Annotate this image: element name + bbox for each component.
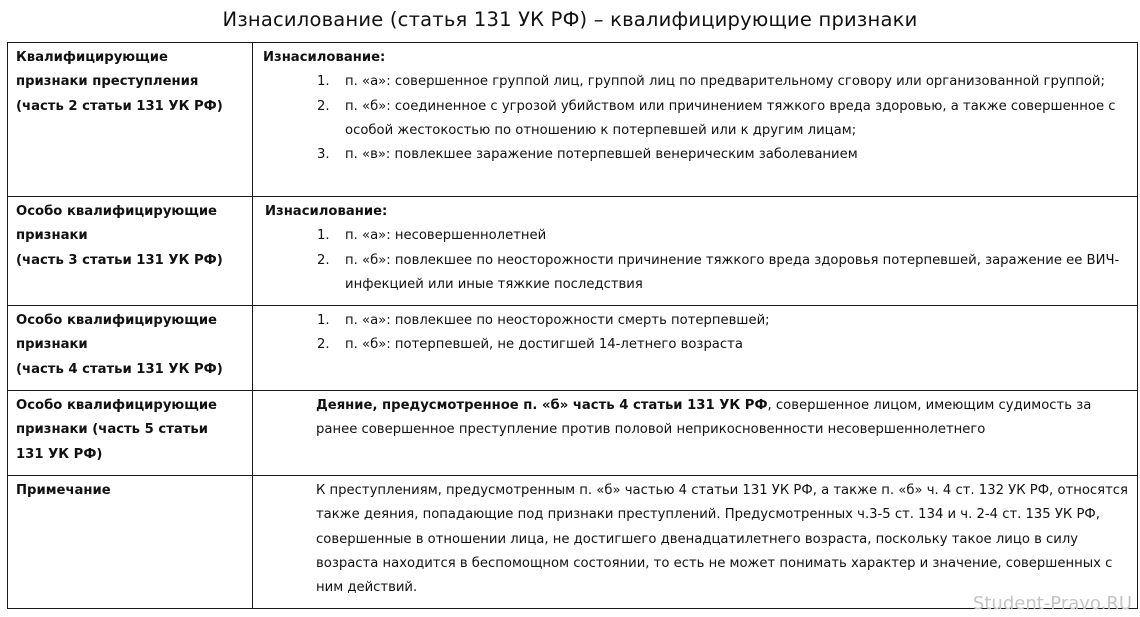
list-item-text: п. «а»: совершенное группой лиц, группой лиц по предварительному сговору или организованной группой; — [345, 74, 1105, 90]
row-content — [253, 476, 1138, 609]
list-item-text: п. «б»: повлекшее по неосторожности причинение тяжкого вреда здоровья потерпевшей, заражение ее ВИЧ-инфекцией или иные тяжкие последствия — [345, 252, 1120, 292]
bold-lead-text: Деяние, предусмотренное п. «б» часть 4 статьи 131 УК РФ — [316, 398, 768, 413]
list-item-number: 1. — [317, 74, 330, 90]
row-intro: Изнасилование: — [265, 204, 388, 219]
list-item — [261, 333, 1131, 357]
row-label-line: (часть 2 статьи 131 УК РФ) — [16, 98, 223, 114]
list-item — [261, 95, 1131, 144]
row-label-line: признаки (часть 5 статьи — [16, 422, 208, 438]
row-content — [253, 43, 1138, 197]
list-item-number: 1. — [317, 313, 330, 328]
qualifying-features-table — [7, 42, 1138, 609]
paragraph — [261, 394, 1131, 443]
list-item-number: 1. — [317, 228, 330, 244]
list-item-number: 2. — [317, 337, 330, 353]
list-item — [261, 249, 1131, 298]
paragraph-text: К преступлениям, предусмотренным п. «б» частью 4 статьи 131 УК РФ, а также п. «б» ч. 4 ст. 132 УК РФ, относятся также деяния, попадающие под признаки преступлений. Предусмотренных ч.3-5 ст. 134 и ч. 2-4 ст. 135 УК РФ, совершенные в отношении лица, не достигшего двенадцатилетнего возраста, поскольку такое лицо в силу возраста находится в беспомощном состоянии, то есть не может понимать характер и значение, совершенных с ним действий. — [316, 483, 1128, 596]
row-label-line: Особо квалифицирующие — [16, 204, 217, 219]
row-label — [8, 43, 253, 197]
list-item — [261, 309, 1131, 333]
list-item-text: п. «а»: несовершеннолетней — [345, 228, 547, 244]
row-label — [8, 476, 253, 609]
list-item-text: п. «б»: соединенное с угрозой убийством или причинением тяжкого вреда здоровью, а также совершенное с особой жестокостью по отношению к потерпевшей или к другим лицам; — [345, 98, 1116, 138]
table-row-note — [8, 476, 1138, 609]
paragraph-text: , совершенное лицом, имеющим судимость за ранее совершенное преступление против половой неприкосновенности несовершеннолетнего — [316, 398, 1092, 438]
watermark: Student-Pravo.RU — [972, 593, 1132, 614]
row-content — [253, 197, 1138, 306]
row-label-line: признаки — [16, 337, 88, 353]
item-list — [261, 224, 1131, 297]
list-item-text: п. «б»: потерпевшей, не достигшей 14-летнего возраста — [345, 337, 743, 353]
row-label — [8, 391, 253, 476]
item-list — [261, 70, 1131, 167]
row-label-line: (часть 3 статьи 131 УК РФ) — [16, 252, 223, 268]
list-item-text: п. «в»: повлекшее заражение потерпевшей венерическим заболеванием — [345, 147, 858, 163]
row-label-line: Квалифицирующие — [16, 50, 168, 65]
table-row-part-5 — [8, 391, 1138, 476]
page-title: Изнасилование (статья 131 УК РФ) – квалифицирующие признаки — [222, 8, 918, 31]
row-label-line: 131 УК РФ) — [16, 446, 103, 462]
row-label — [8, 306, 253, 391]
item-list — [261, 309, 1131, 358]
row-label-line: Особо квалифицирующие — [16, 398, 217, 413]
list-item — [261, 224, 1131, 248]
table-row-part-4 — [8, 306, 1138, 391]
row-content — [253, 306, 1138, 391]
list-item — [261, 70, 1131, 94]
list-item-number: 3. — [317, 147, 330, 163]
row-intro: Изнасилование: — [263, 50, 386, 65]
table-row-part-2 — [8, 43, 1138, 197]
row-content — [253, 391, 1138, 476]
row-label-line: признаки — [16, 228, 88, 244]
list-item-number: 2. — [317, 98, 330, 114]
table-row-part-3 — [8, 197, 1138, 306]
list-item-number: 2. — [317, 252, 330, 268]
row-label-line: Примечание — [16, 483, 111, 498]
row-label-line: Особо квалифицирующие — [16, 313, 217, 328]
row-label — [8, 197, 253, 306]
list-item-text: п. «а»: повлекшее по неосторожности смерть потерпевшей; — [345, 313, 770, 328]
list-item — [261, 143, 1131, 167]
row-label-line: (часть 4 статьи 131 УК РФ) — [16, 361, 223, 377]
row-label-line: признаки преступления — [16, 74, 199, 90]
